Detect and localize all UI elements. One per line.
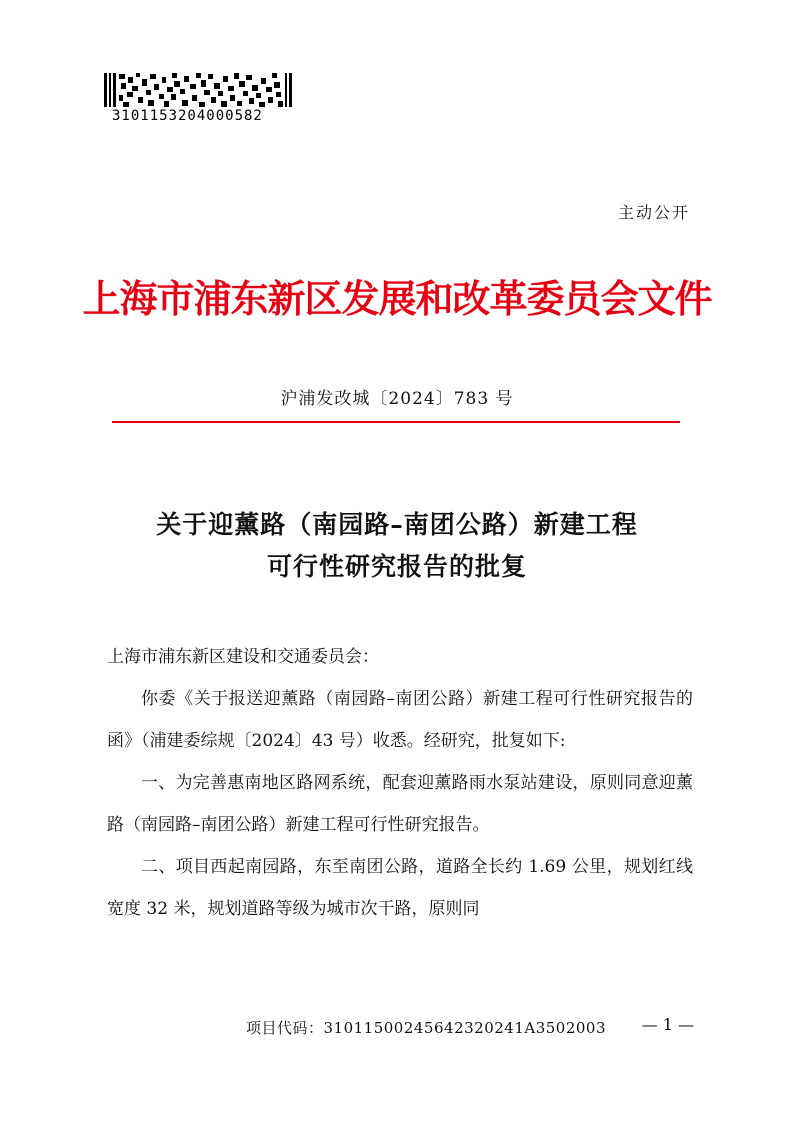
document-body: [107, 636, 693, 930]
body-paragraph-3: 二、项目西起南园路，东至南团公路，道路全长约 1.69 公里，规划红线宽度 32 米，规划道路等级为城市次干路，原则同: [107, 857, 693, 919]
barcode-image: [104, 73, 292, 107]
barcode-number: 3101153204000582: [112, 108, 263, 124]
document-number: 沪浦发改城〔2024〕783 号: [280, 389, 514, 409]
red-divider-line: [112, 421, 680, 423]
addressee: 上海市浦东新区建设和交通委员会：: [107, 647, 379, 667]
page-number: — 1 —: [641, 1015, 694, 1034]
body-paragraph-1: 你委《关于报送迎薰路（南园路–南团公路）新建工程可行性研究报告的函》（浦建委综规〔2024〕43 号）收悉。经研究，批复如下:: [107, 689, 693, 751]
issuing-authority-title: 上海市浦东新区发展和改革委员会文件: [82, 276, 712, 321]
disclosure-label: 主动公开: [617, 203, 690, 222]
document-title: [0, 504, 794, 588]
body-paragraph-2: 一、为完善惠南地区路网系统，配套迎薰路雨水泵站建设，原则同意迎薰路（南园路–南团公路）新建工程可行性研究报告。: [107, 773, 693, 835]
title-line-1: 关于迎薰路（南园路–南团公路）新建工程: [156, 510, 638, 539]
project-code: 项目代码：31011500245642320241A3502003: [246, 1019, 607, 1037]
title-line-2: 可行性研究报告的批复: [266, 552, 527, 581]
